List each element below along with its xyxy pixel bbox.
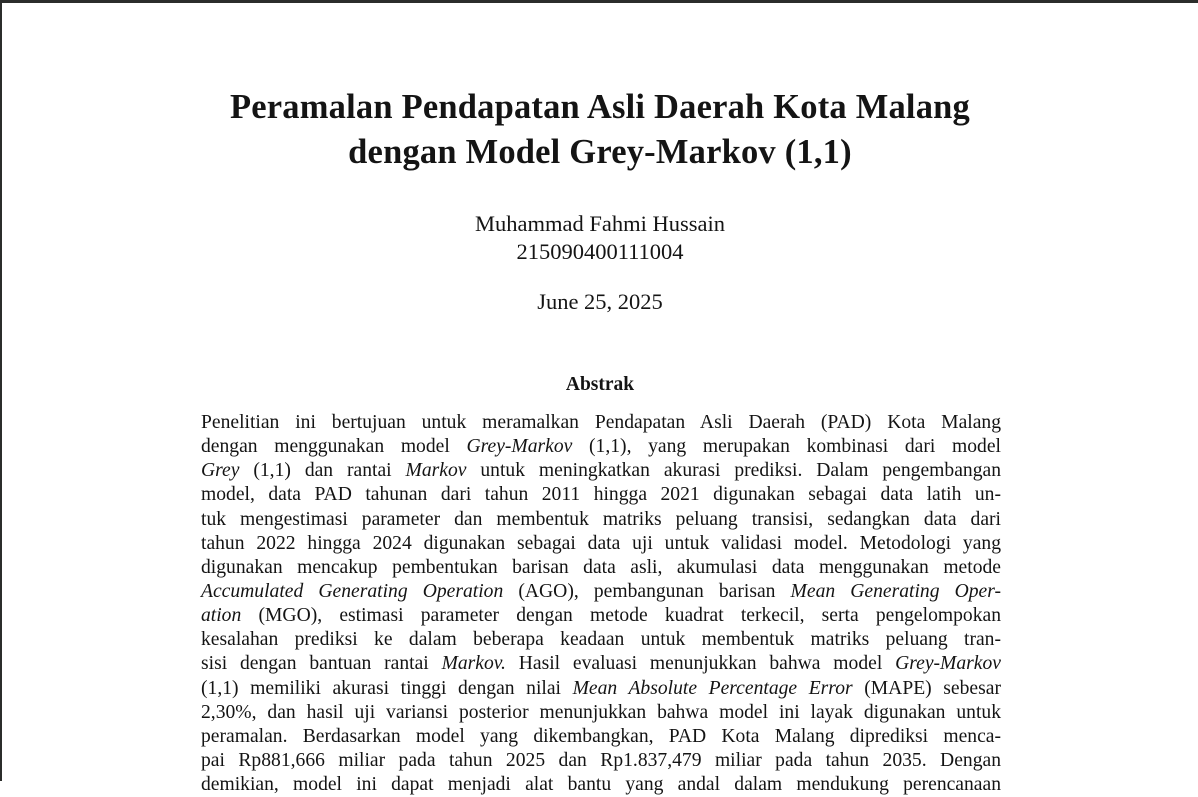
abstract-italic-term: ation <box>201 605 242 627</box>
abstract-text: (1,1) dan rantai <box>239 460 406 482</box>
abstract-line <box>201 604 1001 628</box>
abstract-line <box>201 459 1001 483</box>
paper-date: June 25, 2025 <box>537 289 663 314</box>
abstract-text: (1,1) memiliki akurasi tinggi dengan nilai <box>201 677 573 699</box>
abstract-text: dengan menggunakan model <box>201 436 467 458</box>
abstract-line <box>201 725 1001 749</box>
abstract-italic-term: Mean Generating Oper- <box>790 580 1001 602</box>
abstract-line <box>201 677 1001 701</box>
date-block <box>2 288 1198 316</box>
abstract-italic-term: Markov. <box>441 653 506 675</box>
abstract-text: model, data PAD tahunan dari tahun 2011 hingga 2021 digunakan sebagai data latih un- <box>201 484 1001 506</box>
paper-title-line-1: Peramalan Pendapatan Asli Daerah Kota Malang <box>229 88 970 126</box>
abstract-line <box>201 749 1001 773</box>
student-id: 215090400111004 <box>516 239 684 264</box>
pdf-page[interactable] <box>2 3 1198 796</box>
abstract-line <box>201 483 1001 507</box>
abstract-line <box>201 556 1001 580</box>
abstract-text: (AGO), pembangunan barisan <box>503 580 791 602</box>
abstract-heading: Abstrak <box>565 374 635 395</box>
paper-title-line-2: dengan Model Grey-Markov (1,1) <box>348 133 852 171</box>
abstract-line <box>201 411 1001 435</box>
abstract-text: sisi dengan bantuan rantai <box>201 653 442 675</box>
abstract-text: Penelitian ini bertujuan untuk meramalkan Pendapatan Asli Daerah (PAD) Kota Malang <box>201 412 1001 433</box>
abstract-body <box>201 411 1001 797</box>
abstract-text: kesalahan prediksi ke dalam beberapa keadaan untuk membentuk matriks peluang tran- <box>201 629 1001 651</box>
abstract-italic-term: Markov <box>405 460 467 482</box>
abstract-text: untuk meningkatkan akurasi prediksi. Dalam pengembangan <box>466 460 1001 482</box>
abstract-line <box>201 652 1001 676</box>
abstract-text: demikian, model ini dapat menjadi alat bantu yang andal dalam mendukung perencanaan <box>201 774 1001 796</box>
abstract-italic-term: Grey <box>201 460 240 482</box>
paper-title <box>2 85 1198 175</box>
abstract-italic-term: Mean Absolute Percentage Error <box>572 677 853 699</box>
abstract-line <box>201 435 1001 459</box>
abstract-text: (MAPE) sebesar <box>852 677 1001 699</box>
abstract-text: pai Rp881,666 miliar pada tahun 2025 dan Rp1.837,479 miliar pada tahun 2035. Dengan <box>201 749 1001 771</box>
abstract-line <box>201 532 1001 556</box>
abstract-line <box>201 580 1001 604</box>
abstract-line <box>201 628 1001 652</box>
abstract-text: Hasil evaluasi menunjukkan bahwa model <box>505 653 896 675</box>
author-name: Muhammad Fahmi Hussain <box>475 211 725 236</box>
abstract-text: tahun 2022 hingga 2024 digunakan sebagai data uji untuk validasi model. Metodologi yang <box>201 532 1001 554</box>
abstract-line <box>201 773 1001 797</box>
abstract-text: (MGO), estimasi parameter dengan metode kuadrat terkecil, serta pengelompokan <box>241 605 1001 627</box>
abstract-text: peramalan. Berdasarkan model yang dikembangkan, PAD Kota Malang diprediksi menca- <box>201 725 1001 747</box>
author-block <box>2 210 1198 266</box>
abstract-line <box>201 508 1001 532</box>
abstract-text: digunakan mencakup pembentukan barisan data asli, akumulasi data menggunakan metode <box>201 556 1001 578</box>
abstract-italic-term: Grey-Markov <box>466 436 573 458</box>
abstract-line <box>201 701 1001 725</box>
abstract-text: (1,1), yang merupakan kombinasi dari model <box>572 436 1001 458</box>
abstract-italic-term: Accumulated Generating Operation <box>201 580 504 602</box>
abstract-text: 2,30%, dan hasil uji variansi posterior menunjukkan bahwa model ini layak digunakan untuk <box>201 701 1001 723</box>
abstract-text: tuk mengestimasi parameter dan membentuk matriks peluang transisi, sedangkan data dari <box>201 508 1001 530</box>
abstract-italic-term: Grey-Markov <box>895 653 1001 675</box>
